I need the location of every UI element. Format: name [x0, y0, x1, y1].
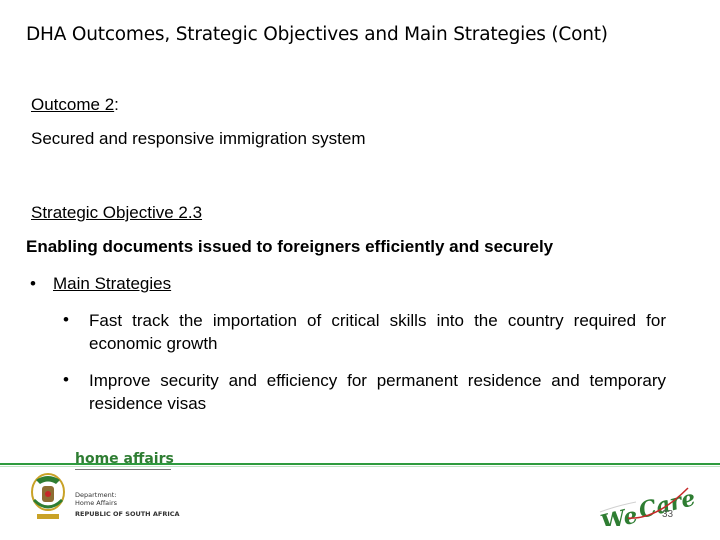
outcome-label: Outcome 2	[31, 95, 115, 114]
svg-text:We: We	[598, 502, 641, 526]
brand-name: home affairs	[75, 451, 174, 467]
coat-of-arms-icon	[28, 470, 68, 526]
slide-title: DHA Outcomes, Strategic Objectives and Main Strategies (Cont)	[26, 24, 608, 45]
brand-line-2: Home Affairs	[75, 499, 118, 507]
brand-line-1: Department:	[75, 491, 117, 499]
outcome-text: Secured and responsive immigration system	[31, 129, 366, 148]
bullet-strategy-2: •	[63, 370, 69, 389]
bullet-main-strategies: •	[30, 274, 36, 293]
outcome-colon: :	[114, 95, 119, 114]
brand-rule	[75, 469, 171, 470]
bullet-strategy-1: •	[63, 310, 69, 329]
strategy-2-text: Improve security and efficiency for permanent residence and temporary residence visas	[89, 371, 666, 413]
outcome-heading	[31, 94, 119, 116]
strategy-1-text: Fast track the importation of critical skills into the country required for economic growth	[89, 311, 666, 353]
main-strategies-label: Main Strategies	[53, 274, 172, 293]
objective-text: Enabling documents issued to foreigners efficiently and securely	[26, 237, 554, 256]
brand-line-3: REPUBLIC OF SOUTH AFRICA	[75, 510, 180, 518]
we-care-logo-icon	[596, 466, 696, 526]
page-number: 33	[662, 509, 674, 520]
svg-text:Care!: Care!	[636, 482, 696, 525]
objective-label: Strategic Objective 2.3	[31, 203, 203, 222]
